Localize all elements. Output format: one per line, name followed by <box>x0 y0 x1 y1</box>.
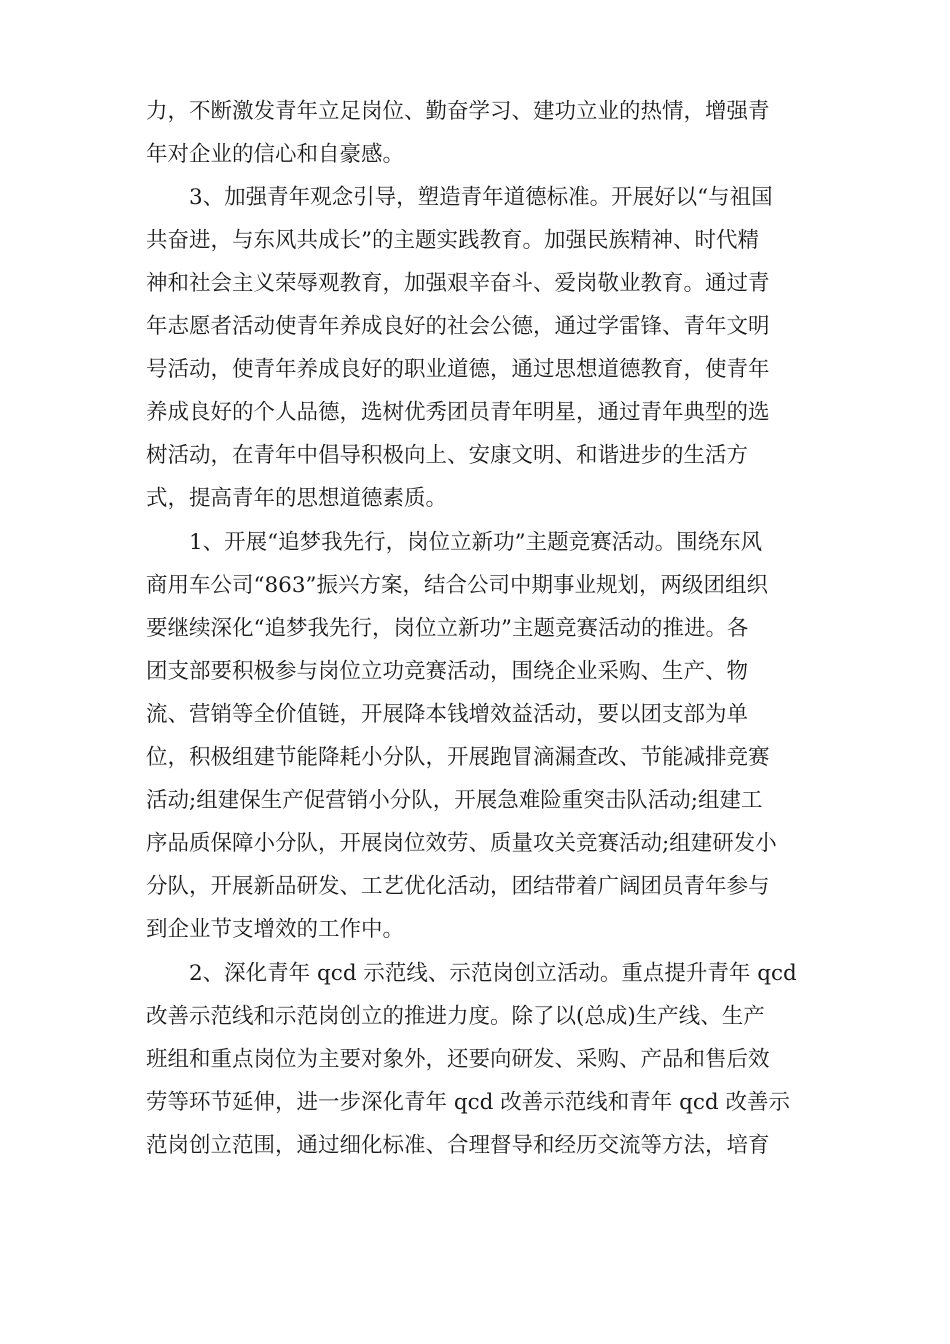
text-line: 范岗创立范围，通过细化标准、合理督导和经历交流等方法，培育 <box>146 1133 770 1158</box>
text-line: 劳等环节延伸，进一步深化青年 qcd 改善示范线和青年 qcd 改善示 <box>146 1090 790 1115</box>
text-line: 3、加强青年观念引导，塑造青年道德标准。开展好以“与祖国 <box>146 185 773 210</box>
text-line: 序品质保障小分队，开展岗位效劳、质量攻关竞赛活动;组建研发小 <box>146 831 777 856</box>
text-line: 树活动，在青年中倡导积极向上、安康文明、和谐进步的生活方 <box>146 443 749 468</box>
text-line: 2、深化青年 qcd 示范线、示范岗创立活动。重点提升青年 qcd <box>146 961 797 986</box>
text-line: 神和社会主义荣辱观教育，加强艰辛奋斗、爱岗敬业教育。通过青 <box>146 271 770 296</box>
text-line: 年对企业的信心和自豪感。 <box>146 142 405 167</box>
text-line: 共奋进，与东风共成长”的主题实践教育。加强民族精神、时代精 <box>146 228 759 253</box>
text-line: 位，积极组建节能降耗小分队，开展跑冒滴漏查改、节能减排竞赛 <box>146 745 770 770</box>
text-line: 流、营销等全价值链，开展降本钱增效益活动，要以团支部为单 <box>146 702 749 727</box>
text-line: 团支部要积极参与岗位立功竞赛活动，围绕企业采购、生产、物 <box>146 659 749 684</box>
text-line: 活动;组建保生产促营销小分队，开展急难险重突击队活动;组建工 <box>146 788 763 813</box>
text-line: 年志愿者活动使青年养成良好的社会公德，通过学雷锋、青年文明 <box>146 314 770 339</box>
text-line: 1、开展“追梦我先行，岗位立新功”主题竞赛活动。围绕东风 <box>146 530 763 555</box>
text-line: 商用车公司“863”振兴方案，结合公司中期事业规划，两级团组织 <box>146 573 769 598</box>
text-line: 改善示范线和示范岗创立的推进力度。除了以(总成)生产线、生产 <box>146 1004 765 1029</box>
text-line: 到企业节支增效的工作中。 <box>146 917 405 942</box>
text-line: 号活动，使青年养成良好的职业道德，通过思想道德教育，使青年 <box>146 357 770 382</box>
text-line: 分队，开展新品研发、工艺优化活动，团结带着广阔团员青年参与 <box>146 874 770 899</box>
text-line: 养成良好的个人品德，选树优秀团员青年明星，通过青年典型的选 <box>146 400 770 425</box>
text-line: 班组和重点岗位为主要对象外，还要向研发、采购、产品和售后效 <box>146 1047 770 1072</box>
text-line: 式，提高青年的思想道德素质。 <box>146 486 448 511</box>
text-line: 要继续深化“追梦我先行，岗位立新功”主题竞赛活动的推进。各 <box>146 616 749 641</box>
text-line: 力，不断激发青年立足岗位、勤奋学习、建功立业的热情，增强青 <box>146 99 770 124</box>
